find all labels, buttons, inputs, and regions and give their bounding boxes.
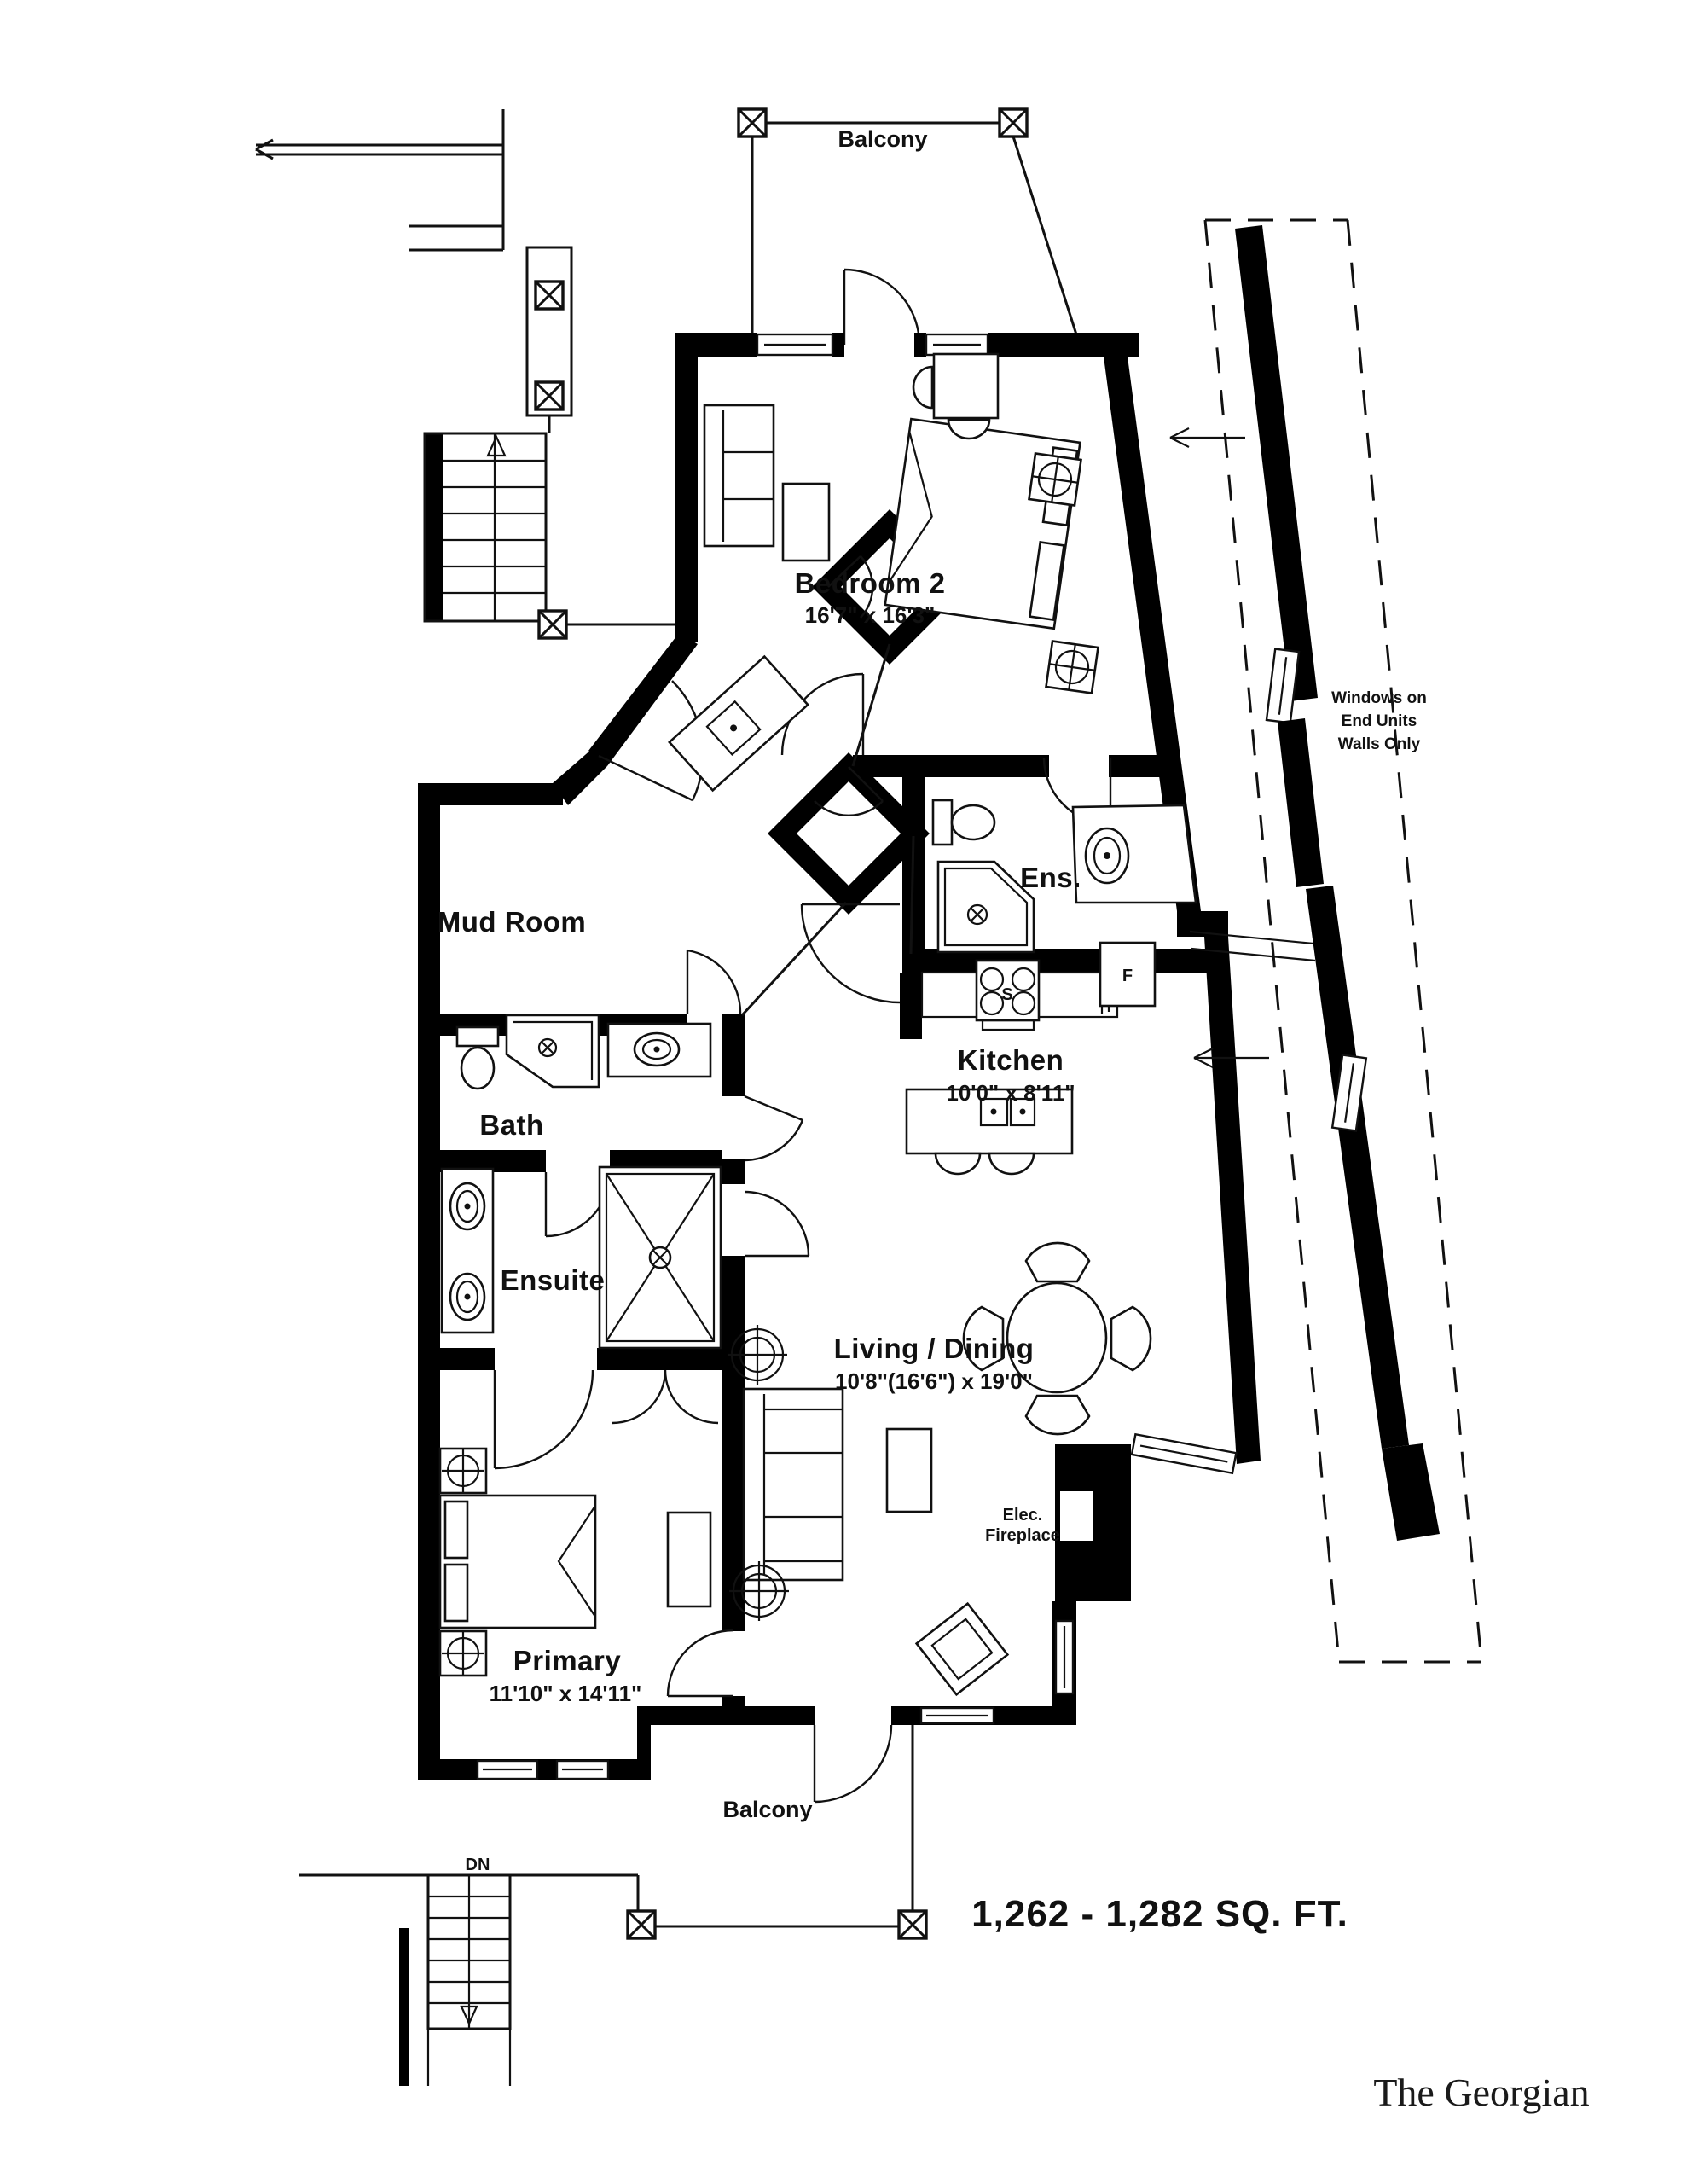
balcony-bottom-door-arc <box>815 1725 891 1802</box>
window <box>478 1761 537 1779</box>
stair-up-arrow-icon <box>488 437 505 456</box>
window-pointer-arrow-icon <box>1170 428 1245 447</box>
coffee-table <box>887 1429 931 1512</box>
area-range-text: 1,262 - 1,282 SQ. FT. <box>971 1893 1348 1935</box>
column-marker-icon <box>628 1911 655 1938</box>
hall-east-wall <box>722 1014 745 1725</box>
stairs-dn-label: DN <box>465 1856 490 1874</box>
windows-note-line1: Windows on <box>1331 689 1427 707</box>
stair-treads <box>428 1875 510 2086</box>
ensuite-hall-door-arc <box>745 1192 809 1256</box>
neighbor-wall-upper2 <box>1278 718 1324 887</box>
kitchen-label: Kitchen <box>957 1044 1064 1076</box>
toilet <box>457 1027 498 1089</box>
mudroom-north-wall <box>435 749 607 805</box>
nightstand <box>440 1449 486 1493</box>
primary-label: Primary <box>513 1645 622 1676</box>
windows-note-line2: End Units <box>1341 712 1417 730</box>
stair-treads <box>443 433 546 621</box>
column-marker-icon <box>1000 109 1027 136</box>
sofa <box>704 405 774 546</box>
pillow <box>445 1502 467 1558</box>
landing-line <box>256 145 503 154</box>
balcony-bottom <box>299 1725 926 1938</box>
fridge-label: F <box>1122 967 1133 985</box>
stair-direction-arrow-icon <box>256 140 273 159</box>
column-marker-icon <box>539 611 566 638</box>
window <box>1132 1434 1236 1472</box>
neighbor-wall-lower <box>1306 886 1409 1449</box>
fireplace-label-line1: Elec. <box>1002 1506 1043 1525</box>
column-marker-icon <box>536 382 563 410</box>
nightstand <box>1029 454 1081 506</box>
windows-note-line3: Walls Only <box>1337 735 1421 753</box>
balcony-bottom-label: Balcony <box>722 1797 813 1822</box>
fridge <box>1100 943 1155 1014</box>
vanity-sink <box>608 1024 710 1077</box>
landing-line <box>409 109 503 250</box>
kitchen-hall-door-arc <box>802 904 900 1002</box>
fireplace-label-line2: Fireplace <box>985 1526 1060 1545</box>
balcony-top <box>739 109 1076 345</box>
ens-label: Ens. <box>1020 862 1081 893</box>
column-marker-icon <box>536 282 563 309</box>
living-label: Living / Dining <box>833 1333 1035 1364</box>
east-slant-wall-lower <box>1204 937 1261 1464</box>
double-vanity <box>442 1169 493 1333</box>
fireplace-insert <box>1060 1491 1093 1541</box>
nightstand <box>1046 642 1099 694</box>
bath-room <box>457 1015 710 1141</box>
primary-door-arc <box>668 1630 733 1696</box>
bath-label: Bath <box>479 1109 544 1141</box>
living-south-wall <box>651 1706 1058 1725</box>
ensuite-room <box>442 1167 721 1348</box>
armchair <box>917 1604 1008 1695</box>
bed <box>440 1496 595 1628</box>
primary-dims: 11'10" x 14'11" <box>489 1681 642 1706</box>
kitchen-dims: 10'0" x 8'11" <box>946 1080 1075 1106</box>
pillow <box>445 1565 467 1621</box>
ensuite-primary-wall <box>440 1348 722 1370</box>
living-dims: 10'8"(16'6") x 19'0" <box>835 1368 1033 1394</box>
balcony-outline <box>299 1725 913 1926</box>
mudroom-door-arc <box>687 950 740 1014</box>
stove-label: S <box>1001 985 1013 1004</box>
north-wall <box>675 333 1139 357</box>
kitchen-west-wall <box>900 973 922 1039</box>
bath-door-arc <box>745 1096 803 1160</box>
shower <box>507 1015 599 1087</box>
primary-room <box>440 1449 710 1706</box>
dining-chair <box>1026 1243 1089 1281</box>
kitchen-room <box>907 943 1155 1174</box>
west-wall-bedroom2 <box>675 357 698 642</box>
ensuite-primary-door-arc <box>495 1370 593 1468</box>
stair-wall <box>399 1928 409 2086</box>
bedroom2-south-wall <box>853 755 1179 777</box>
ensuite-label: Ensuite <box>500 1264 606 1296</box>
mudroom-label: Mud Room <box>437 906 587 938</box>
plan-title: The Georgian <box>1373 2071 1590 2114</box>
bedroom2-dims: 16'7" x 16'3" <box>804 602 936 628</box>
shower <box>600 1167 721 1348</box>
bedroom2-label: Bedroom 2 <box>794 567 946 599</box>
stool <box>936 1153 980 1174</box>
entry-vanity <box>670 657 808 791</box>
window <box>926 334 988 355</box>
exterior-stairs-bottom <box>399 1856 510 2086</box>
side-table <box>783 484 829 561</box>
window <box>1267 649 1299 723</box>
stool <box>989 1153 1034 1174</box>
shower-drain-icon <box>650 1247 670 1268</box>
column-marker-icon <box>899 1911 926 1938</box>
vanity-sink <box>1073 805 1196 903</box>
neighbor-wall-end <box>1382 1443 1440 1541</box>
window <box>557 1761 608 1779</box>
ens-room <box>933 800 1196 952</box>
toilet <box>933 800 994 845</box>
window <box>921 1708 994 1723</box>
primary-closet-doors-arc <box>612 1370 718 1423</box>
dining-chair <box>1026 1396 1089 1434</box>
window <box>757 334 832 355</box>
balcony-top-label: Balcony <box>838 126 928 152</box>
sofa <box>744 1389 843 1580</box>
column-marker-icon <box>739 109 766 136</box>
balcony-door-arc <box>844 270 919 345</box>
neighbor-wall-upper <box>1235 225 1318 701</box>
dresser <box>668 1513 710 1606</box>
stair-wall <box>425 433 443 621</box>
exterior-stairs-top <box>256 109 675 638</box>
dining-chair <box>1111 1307 1151 1370</box>
window <box>1056 1621 1073 1693</box>
nightstand <box>440 1631 486 1676</box>
stove <box>977 961 1039 1030</box>
closet-diamond-lower <box>782 767 915 900</box>
